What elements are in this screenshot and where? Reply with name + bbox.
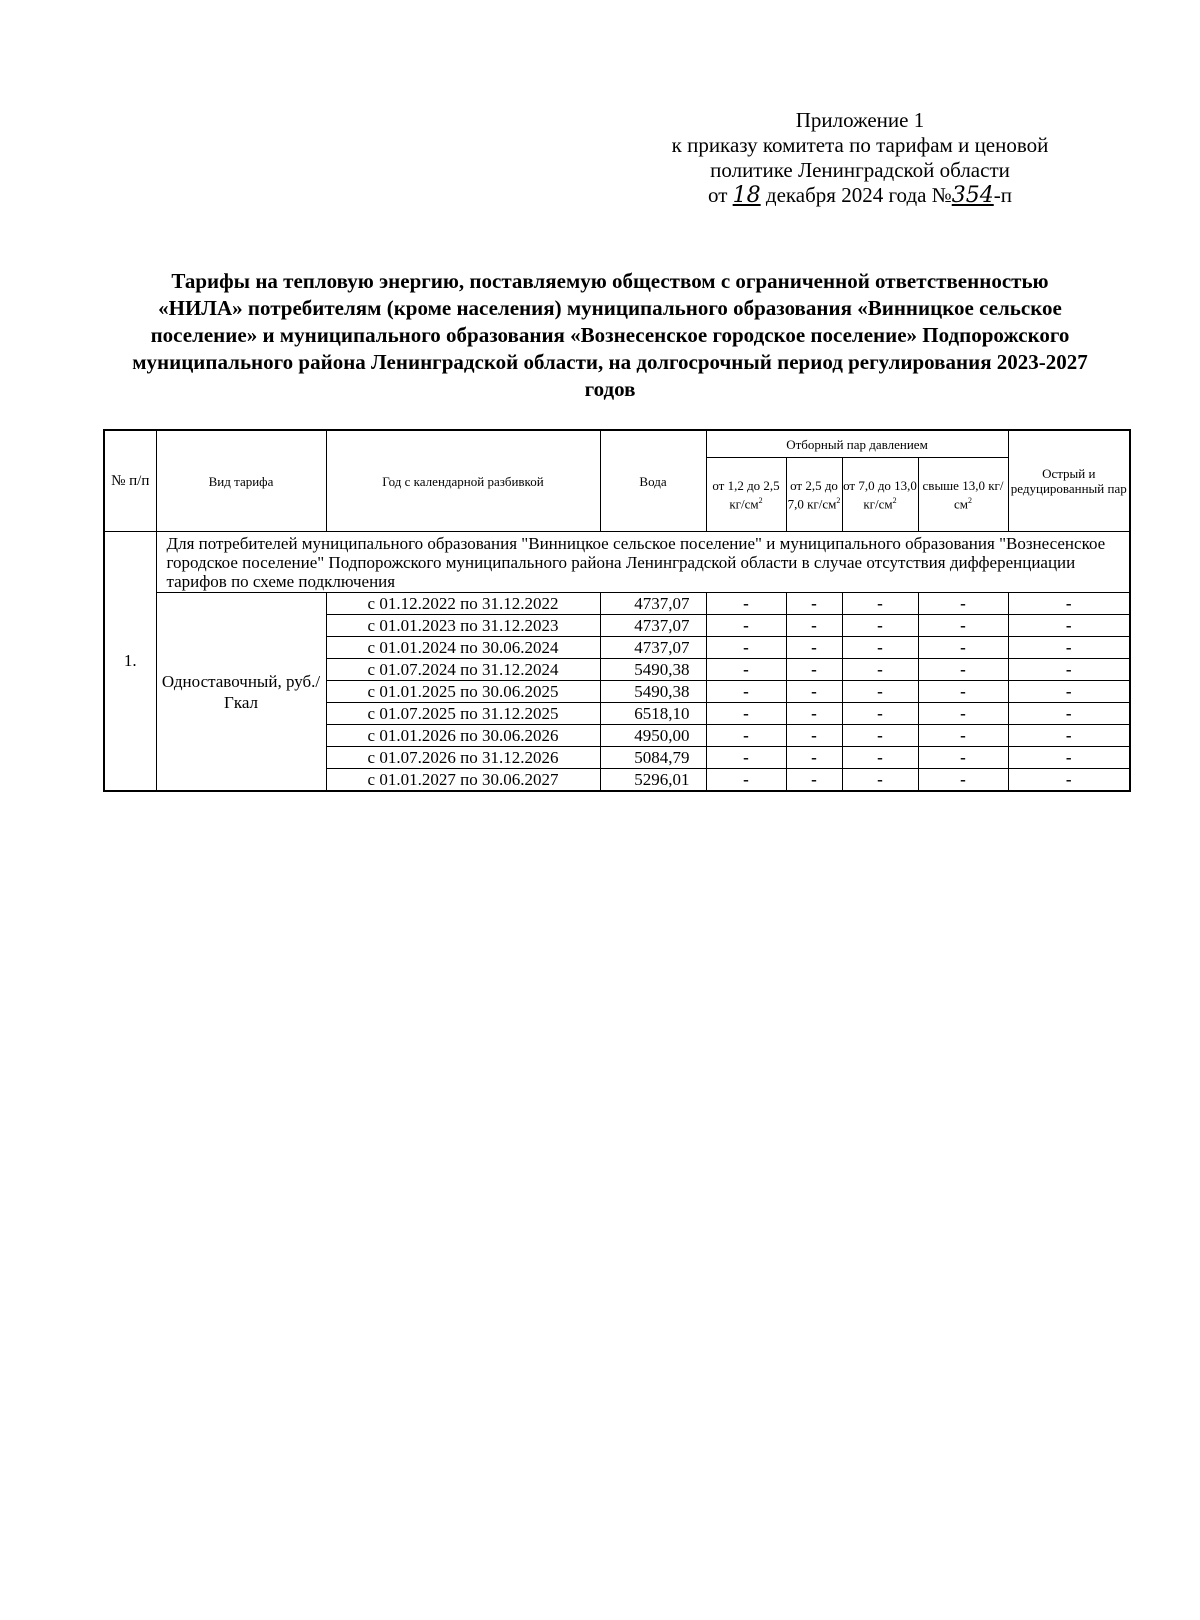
p2-cell: - <box>786 725 842 747</box>
header-pressure-2: от 2,5 до 7,0 $кг/см^2$ <box>786 458 842 532</box>
p2-cell: - <box>786 769 842 792</box>
water-cell: 4737,07 <box>600 637 706 659</box>
period-cell: с 01.07.2024 по 31.12.2024 <box>326 659 600 681</box>
p3-cell: - <box>842 725 918 747</box>
p3-cell: - <box>842 615 918 637</box>
p3-cell: - <box>842 703 918 725</box>
water-cell: 5296,01 <box>600 769 706 792</box>
p4-cell: - <box>918 681 1008 703</box>
water-cell: 5084,79 <box>600 747 706 769</box>
p1-cell: - <box>706 747 786 769</box>
p1-cell: - <box>706 769 786 792</box>
p4-cell: - <box>918 637 1008 659</box>
period-cell: с 01.01.2023 по 31.12.2023 <box>326 615 600 637</box>
p2-cell: - <box>786 659 842 681</box>
p1-cell: - <box>706 681 786 703</box>
section-description: Для потребителей муниципального образования "Винницкое сельское поселение" и муниципального образования "Вознесенское городское поселение" Подпорожского муниципального района Ленинградской области в случае отсутствия дифференциации тарифов по схеме подключения <box>156 532 1130 593</box>
water-cell: 5490,38 <box>600 659 706 681</box>
water-cell: 4737,07 <box>600 615 706 637</box>
p2-cell: - <box>786 615 842 637</box>
header-pressure-4: свыше 13,0 $кг/см^2$ <box>918 458 1008 532</box>
appendix-header <box>600 108 1120 208</box>
p1-cell: - <box>706 725 786 747</box>
tariff-table <box>103 429 1131 792</box>
appendix-line-4 <box>600 183 1120 208</box>
p2-cell: - <box>786 747 842 769</box>
period-cell: с 01.12.2022 по 31.12.2022 <box>326 593 600 615</box>
sharp-cell: - <box>1008 593 1130 615</box>
period-cell: с 01.01.2024 по 30.06.2024 <box>326 637 600 659</box>
p3-cell: - <box>842 637 918 659</box>
document-title: Тарифы на тепловую энергию, поставляемую обществом с ограниченной ответственностью «НИЛА» потребителям (кроме населения) муниципального образования «Винницкое сельское поселение» и муниципального образования «Вознесенское городское поселение» Подпорожского муниципального района Ленинградской области, на долгосрочный период регулирования 2023-2027 годов <box>132 269 1088 401</box>
order-date-middle: декабря 2024 года № <box>765 183 952 207</box>
header-num: № п/п <box>104 430 156 532</box>
water-cell: 4737,07 <box>600 593 706 615</box>
p4-cell: - <box>918 747 1008 769</box>
p4-cell: - <box>918 659 1008 681</box>
sharp-cell: - <box>1008 703 1130 725</box>
order-number-suffix: -п <box>993 183 1012 207</box>
sharp-cell: - <box>1008 637 1130 659</box>
header-kind: Вид тарифа <box>156 430 326 532</box>
header-water: Вода <box>600 430 706 532</box>
p1-cell: - <box>706 659 786 681</box>
header-steam-group: Отборный пар давлением <box>706 430 1008 458</box>
section-row <box>104 532 1130 593</box>
p4-cell: - <box>918 593 1008 615</box>
appendix-line-1: Приложение 1 <box>795 108 925 132</box>
water-cell: 5490,38 <box>600 681 706 703</box>
table-row <box>104 593 1130 615</box>
tariff-kind: Одноставочный, руб./Гкал <box>156 593 326 792</box>
header-sharp-steam: Острый и редуцированный пар <box>1008 430 1130 532</box>
order-number-handwritten: 354 <box>951 183 994 208</box>
header-period: Год с календарной разбивкой <box>326 430 600 532</box>
p1-cell: - <box>706 593 786 615</box>
p4-cell: - <box>918 703 1008 725</box>
sharp-cell: - <box>1008 769 1130 792</box>
period-cell: с 01.07.2026 по 31.12.2026 <box>326 747 600 769</box>
sharp-cell: - <box>1008 681 1130 703</box>
p4-cell: - <box>918 615 1008 637</box>
p2-cell: - <box>786 593 842 615</box>
p3-cell: - <box>842 659 918 681</box>
water-cell: 6518,10 <box>600 703 706 725</box>
period-cell: с 01.07.2025 по 31.12.2025 <box>326 703 600 725</box>
p4-cell: - <box>918 769 1008 792</box>
p3-cell: - <box>842 747 918 769</box>
water-cell: 4950,00 <box>600 725 706 747</box>
sharp-cell: - <box>1008 659 1130 681</box>
order-date-prefix: от <box>708 183 728 207</box>
appendix-line-3: политике Ленинградской области <box>710 158 1010 182</box>
p2-cell: - <box>786 681 842 703</box>
period-cell: с 01.01.2025 по 30.06.2025 <box>326 681 600 703</box>
p1-cell: - <box>706 615 786 637</box>
p1-cell: - <box>706 703 786 725</box>
period-cell: с 01.01.2027 по 30.06.2027 <box>326 769 600 792</box>
p3-cell: - <box>842 593 918 615</box>
p2-cell: - <box>786 703 842 725</box>
header-pressure-1: от 1,2 до 2,5 $кг/см^2$ <box>706 458 786 532</box>
p2-cell: - <box>786 637 842 659</box>
section-number: 1. <box>104 532 156 792</box>
sharp-cell: - <box>1008 747 1130 769</box>
period-cell: с 01.01.2026 по 30.06.2026 <box>326 725 600 747</box>
header-pressure-3: от 7,0 до 13,0 $кг/см^2$ <box>842 458 918 532</box>
order-day-handwritten: 18 <box>732 183 761 208</box>
header-row-1 <box>104 430 1130 458</box>
p3-cell: - <box>842 769 918 792</box>
sharp-cell: - <box>1008 615 1130 637</box>
sharp-cell: - <box>1008 725 1130 747</box>
appendix-line-2: к приказу комитета по тарифам и ценовой <box>671 133 1049 157</box>
p4-cell: - <box>918 725 1008 747</box>
p1-cell: - <box>706 637 786 659</box>
p3-cell: - <box>842 681 918 703</box>
